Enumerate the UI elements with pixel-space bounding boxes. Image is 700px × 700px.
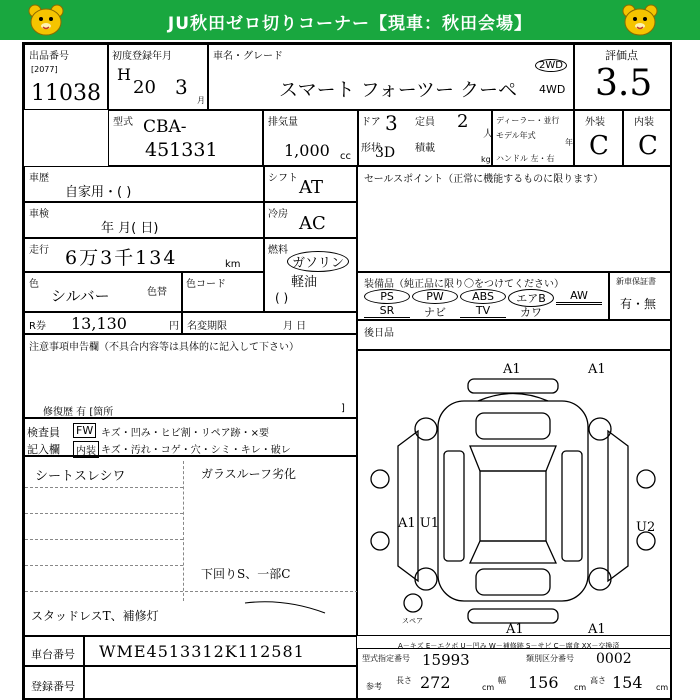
doors-seats-box xyxy=(358,110,492,166)
frame-label-box xyxy=(24,636,84,666)
bear-mascot-icon xyxy=(620,3,660,37)
drive-4wd: 4WD xyxy=(539,83,566,96)
dealer-label: ディーラー・並行 xyxy=(496,116,560,125)
model-year-label: モデル年式 xyxy=(496,131,536,140)
inspection-box xyxy=(24,202,264,238)
lot-sub: [2077] xyxy=(31,65,58,74)
r-ticket-value: 13,130 xyxy=(71,314,127,333)
exterior-label: 外装 xyxy=(585,117,605,128)
height-label: 高さ xyxy=(590,676,606,685)
doors: 3 xyxy=(385,111,398,135)
displacement-label: 排気量 xyxy=(268,117,298,128)
mark-a1-front-right: A1 xyxy=(588,362,606,377)
ref-label: 参考 xyxy=(366,682,382,691)
displacement-box xyxy=(263,110,358,166)
selling-points-label: セールスポイント（正常に機能するものに限ります） xyxy=(364,174,604,185)
selling-points-box xyxy=(357,166,672,272)
width-unit: cm xyxy=(574,683,587,692)
ac-value: AC xyxy=(299,213,326,234)
warranty-value: 有・無 xyxy=(620,297,657,311)
fuel-box xyxy=(264,238,357,312)
later-items-label: 後日品 xyxy=(364,328,394,339)
note-underbody: 下回りS、一部C xyxy=(201,567,291,581)
car-name: スマート フォーツー クーペ xyxy=(279,79,517,101)
kg-unit: kg xyxy=(481,155,491,164)
shift-box xyxy=(264,166,357,202)
shape-label: 形状 xyxy=(361,143,381,154)
car-diagram-box xyxy=(357,350,672,650)
shift-label: シフト xyxy=(268,173,298,184)
spare-label: スペア xyxy=(402,617,423,625)
ac-box xyxy=(264,202,357,238)
inspection-sheet xyxy=(22,42,672,700)
use-label: 車歴 xyxy=(29,173,49,184)
color-change-label: 色替 xyxy=(147,287,167,298)
banner-title: JU秋田ゼロ切りコーナー【現車：秋田会場】 xyxy=(167,14,533,34)
category-number: 0002 xyxy=(596,651,632,667)
seats-label: 定員 xyxy=(415,117,435,128)
year-unit: 年 xyxy=(565,138,573,147)
height: 154 xyxy=(612,673,643,692)
type-spec-label: 型式指定番号 xyxy=(362,654,410,663)
ac-label: 冷房 xyxy=(268,209,288,220)
header-banner xyxy=(0,0,700,40)
car-name-box xyxy=(208,44,574,110)
model-line1: CBA- xyxy=(143,117,187,137)
use-box xyxy=(24,166,264,202)
equipment-item: ABS xyxy=(460,289,506,304)
color-box xyxy=(24,272,182,312)
length-unit: cm xyxy=(482,683,495,692)
interior-cat: 内装 xyxy=(73,441,99,458)
color-code-label: 色コード xyxy=(186,279,226,290)
registration-label: 登録番号 xyxy=(31,680,75,693)
cc-unit: cc xyxy=(340,151,351,162)
entry-label: 記入欄 xyxy=(27,443,60,456)
equipment-item: カワ xyxy=(508,304,554,321)
mileage-label: 走行 xyxy=(29,245,49,256)
caution-box xyxy=(24,334,357,418)
mark-a1-rear-left: A1 xyxy=(506,622,524,637)
car-diagram xyxy=(358,351,673,637)
mileage: 6万3千134 xyxy=(65,247,178,269)
month-unit: 月 xyxy=(197,96,205,105)
category-label: 類別区分番号 xyxy=(526,654,574,663)
interior-box xyxy=(623,110,672,166)
car-name-label: 車名・グレード xyxy=(213,51,283,62)
r-ticket-label: R券 xyxy=(29,321,46,332)
notes-area xyxy=(24,456,357,636)
payload-label: 積載 xyxy=(415,143,435,154)
grade-label: 評価点 xyxy=(605,49,638,62)
inspection-value: 年 月( 日) xyxy=(101,221,159,236)
grade-value: 3.5 xyxy=(595,63,653,104)
lot-label: 出品番号 xyxy=(29,51,69,62)
registration-box xyxy=(84,666,357,700)
seats-unit: 人 xyxy=(483,129,493,140)
use-value: 自家用・( ) xyxy=(65,185,132,200)
width: 156 xyxy=(528,673,559,692)
mileage-box xyxy=(24,238,264,272)
mark-a1-rear-right: A1 xyxy=(588,622,606,637)
interior-grade: C xyxy=(638,131,658,161)
name-change-value: 月 日 xyxy=(283,321,307,332)
note-glass-roof: ガラスルーフ劣化 xyxy=(201,467,297,481)
exterior-grade: C xyxy=(589,131,609,161)
inspection-label: 車検 xyxy=(29,209,49,220)
equipment-grid xyxy=(364,289,604,319)
first-reg-label: 初度登録年月 xyxy=(112,51,172,62)
frame-number-box xyxy=(84,636,357,666)
note-studless: スタッドレスT、補修灯 xyxy=(31,609,159,623)
lot-number: 11038 xyxy=(31,81,101,106)
frame-number: WME4513312K112581 xyxy=(99,642,305,661)
repair-label: 修復歴 有 [箇所 xyxy=(43,407,114,418)
name-change-box xyxy=(182,312,357,334)
note-seat-wrinkle: シートスレシワ xyxy=(35,469,126,484)
warranty-label: 新車保証書 xyxy=(616,277,656,286)
repair-end: ] xyxy=(341,403,345,414)
era: H xyxy=(117,65,131,84)
equipment-item: ナビ xyxy=(412,304,458,321)
r-ticket-box xyxy=(24,312,182,334)
exterior-box xyxy=(574,110,623,166)
fuel-other: ( ) xyxy=(275,291,289,305)
equipment-item: PS xyxy=(364,289,410,304)
reg-label-box xyxy=(24,666,84,700)
width-label: 幅 xyxy=(498,676,506,685)
first-registration-box xyxy=(108,44,208,110)
frame-label: 車台番号 xyxy=(31,648,75,661)
yen-unit: 円 xyxy=(169,321,179,332)
checker-box xyxy=(24,418,357,456)
displacement: 1,000 xyxy=(284,141,330,160)
doors-label: ドア xyxy=(361,117,381,128)
seats: 2 xyxy=(457,111,469,132)
dealer-box xyxy=(492,110,574,166)
fw-cat: FW xyxy=(73,423,96,438)
length: 272 xyxy=(420,673,451,692)
height-unit: cm xyxy=(656,683,669,692)
color-label: 色 xyxy=(29,279,39,290)
equipment-item: TV xyxy=(460,304,506,318)
equipment-label: 装備品（純正品に限り〇をつけてください） xyxy=(364,279,564,290)
fuel-label: 燃料 xyxy=(268,245,288,256)
model-line2: 451331 xyxy=(145,139,218,161)
color: シルバー xyxy=(51,287,110,305)
later-items-box xyxy=(357,320,672,350)
pen-stroke xyxy=(205,593,345,633)
inspector-label: 検査員 xyxy=(27,426,60,439)
reg-month: 3 xyxy=(175,75,188,99)
fw-items: キズ・凹み・ヒビ割・リペア跡・×要 xyxy=(101,428,269,439)
mark-a1-u1-left: A1 U1 xyxy=(398,516,440,531)
shift: AT xyxy=(299,177,324,198)
equipment-item: PW xyxy=(412,289,458,304)
fuel-gasoline: ガソリン xyxy=(287,251,349,272)
grade-box xyxy=(574,44,672,110)
equipment-item: エアB xyxy=(508,289,554,307)
shape: 3D xyxy=(375,145,396,161)
lot-number-box xyxy=(24,44,108,110)
name-change-label: 名変期限 xyxy=(187,321,227,332)
length-label: 長さ xyxy=(396,676,412,685)
type-spec: 15993 xyxy=(422,651,470,669)
equipment-box xyxy=(357,272,609,320)
mark-u2-right: U2 xyxy=(636,520,656,535)
model-label: 型式 xyxy=(113,117,133,128)
equipment-item: AW xyxy=(556,289,602,303)
caution-label: 注意事項申告欄（不具合内容等は具体的に記入して下さい） xyxy=(29,342,299,353)
handle-label: ハンドル 左・右 xyxy=(496,154,555,163)
mark-a1-front-left: A1 xyxy=(503,362,521,377)
interior-label: 内装 xyxy=(634,117,654,128)
equipment-item xyxy=(556,304,602,305)
spec-box xyxy=(357,648,672,700)
equipment-item: SR xyxy=(364,304,410,318)
fuel-diesel: 軽油 xyxy=(291,275,318,290)
damage-legend: A－キズ E－エクボ U－凹み W－補修跡 S－サビ C－腐食 XX－交換済 xyxy=(398,642,620,650)
km-unit: km xyxy=(225,259,241,270)
color-code-box xyxy=(182,272,264,312)
drive-2wd: 2WD xyxy=(535,59,567,72)
interior-items: キズ・汚れ・コゲ・穴・シミ・キレ・破レ xyxy=(101,445,291,456)
reg-year: 20 xyxy=(133,77,156,98)
model-box xyxy=(108,110,263,166)
warranty-box xyxy=(609,272,672,320)
